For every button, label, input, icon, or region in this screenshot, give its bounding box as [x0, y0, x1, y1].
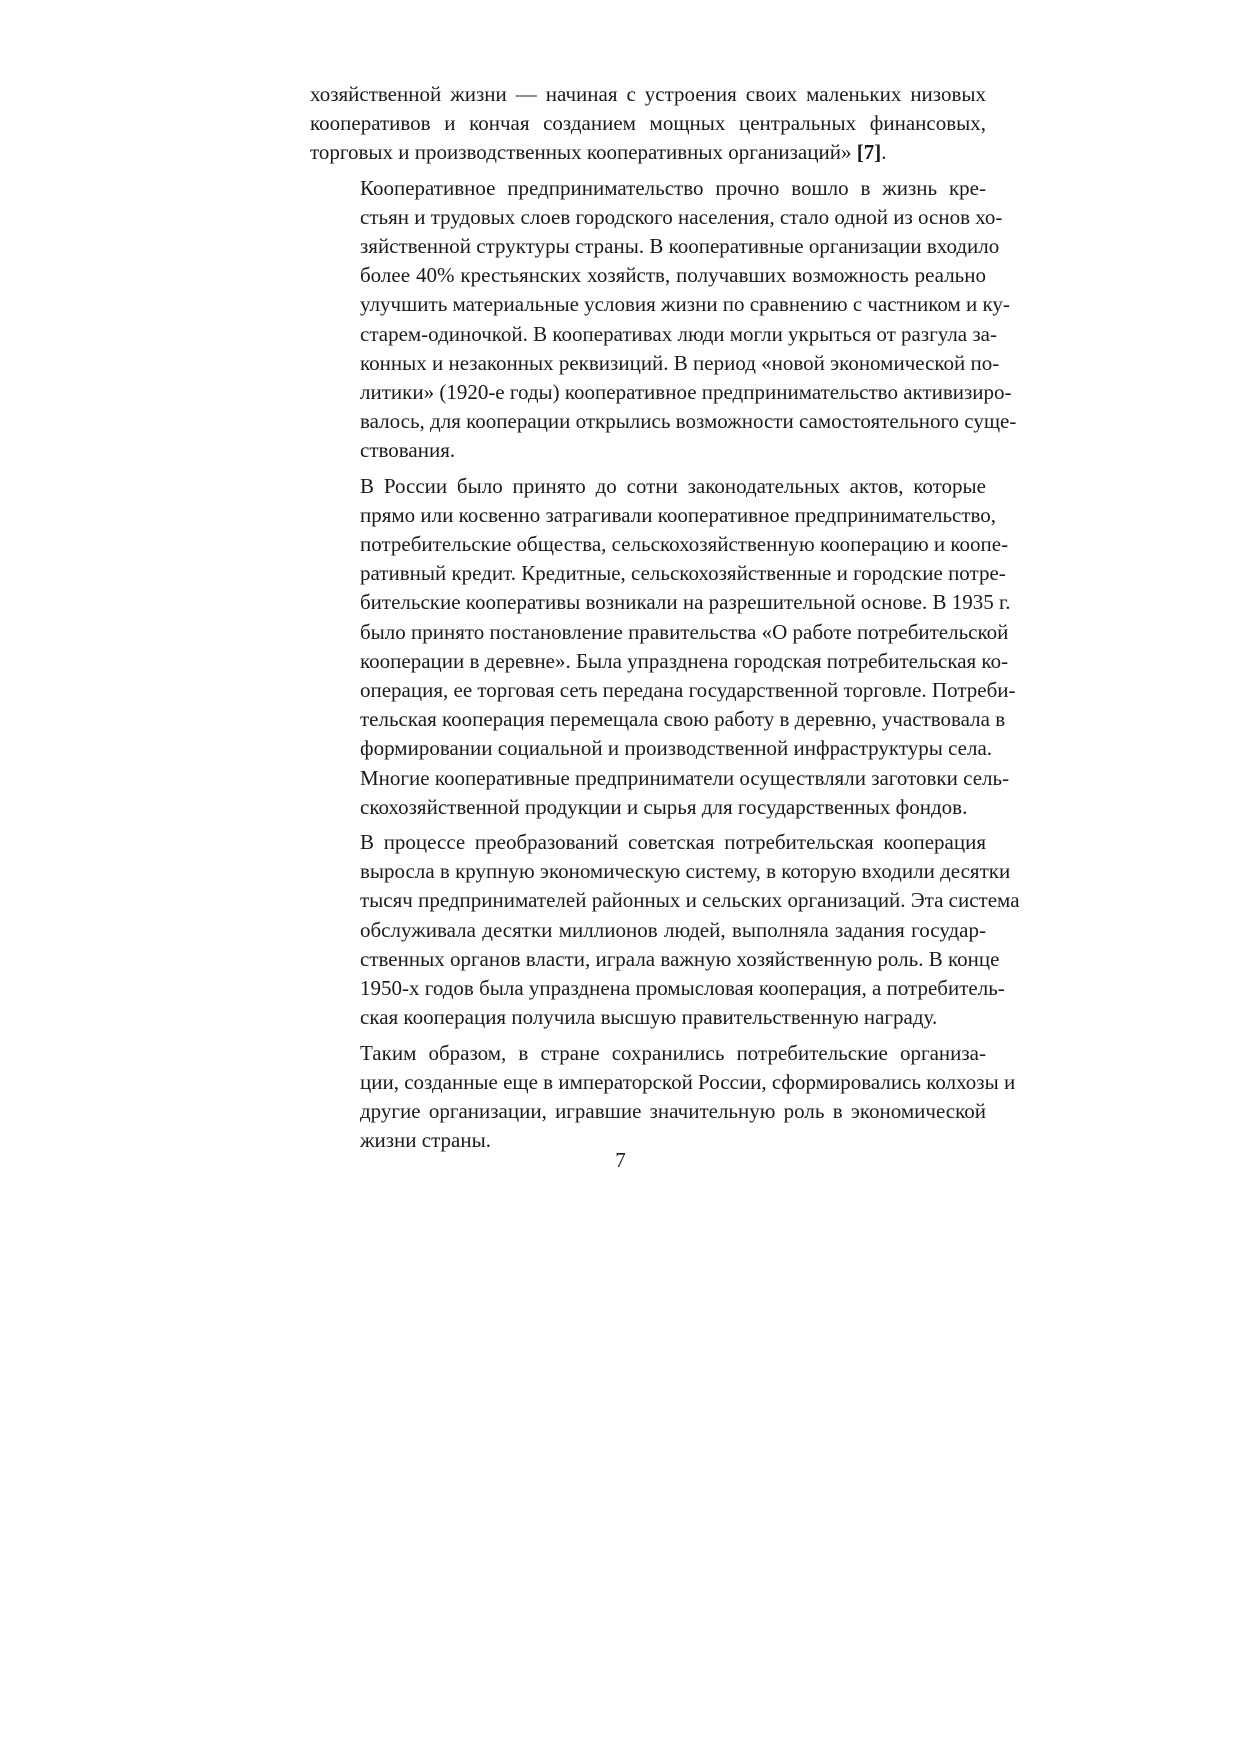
text-line: В России было принято до сотни законодательных актов, которые: [360, 473, 986, 498]
text-line: ративный кредит. Кредитные, сельскохозяйственные и городские потре-: [360, 561, 1006, 586]
text-line: зяйственной структуры страны. В кооперативные организации входило: [360, 234, 1000, 259]
text-line: ции, созданные еще в императорской России, сформировались колхозы и: [360, 1069, 1016, 1094]
text-line: Таким образом, в стране сохранились потребительские организа-: [360, 1040, 986, 1065]
text-line: Многие кооперативные предприниматели осуществляли заготовки сель-: [360, 765, 1010, 790]
text-line: обслуживала десятки миллионов людей, выполняла задания государ-: [360, 917, 986, 942]
text-line: выросла в крупную экономическую систему, в которую входили десятки: [360, 859, 1011, 884]
text-line: старем-одиночкой. В кооперативах люди могли укрыться от разгула за-: [360, 321, 997, 346]
paragraph-1: [310, 80, 986, 168]
text-line: другие организации, игравшие значительную роль в экономической: [360, 1098, 986, 1123]
paragraph-2: [310, 174, 1017, 466]
text-line: ская кооперация получила высшую правительственную награду.: [360, 1005, 938, 1030]
text-line: тысяч предпринимателей районных и сельских организаций. Эта система: [360, 888, 1020, 913]
text-line: стьян и трудовых слоев городского населения, стало одной из основ хо-: [360, 204, 1003, 229]
text-line: операция, ее торговая сеть передана государственной торговле. Потреби-: [360, 678, 1016, 703]
text-line: прямо или косвенно затрагивали кооперативное предпринимательство,: [360, 502, 997, 527]
text-line: Кооперативное предпринимательство прочно вошло в жизнь кре-: [360, 175, 986, 200]
paragraph-5: [310, 1039, 1016, 1156]
text-line: жизни страны.: [360, 1128, 491, 1153]
text-line: 1950-х годов была упразднена промысловая кооперация, а потребитель-: [360, 976, 1005, 1001]
text-line: кооперативов и кончая созданием мощных центральных финансовых,: [310, 111, 986, 136]
text-line: было принято постановление правительства «О работе потребительской: [360, 619, 1009, 644]
paragraph-3: [310, 472, 1016, 822]
text-line: более 40% крестьянских хозяйств, получавших возможность реально: [360, 263, 986, 288]
text-line: конных и незаконных реквизиций. В период «новой экономической по-: [360, 350, 1000, 375]
text-line: тельская кооперация перемещала свою работу в деревню, участвовала в: [360, 707, 1006, 732]
text-line: В процессе преобразований советская потребительская кооперация: [360, 830, 986, 855]
text-line: кооперации в деревне». Была упразднена городская потребительская ко-: [360, 648, 1009, 673]
text-line: валось, для кооперации открылись возможности самостоятельного суще-: [360, 409, 1017, 434]
text-line: ственных органов власти, играла важную хозяйственную роль. В конце: [360, 946, 1000, 971]
page-number: 7: [615, 1148, 626, 1172]
text-line: литики» (1920-е годы) кооперативное предпринимательство активизиро-: [360, 380, 1012, 405]
text-line: улучшить материальные условия жизни по сравнению с частником и ку-: [360, 292, 1010, 317]
text-line: скохозяйственной продукции и сырья для государственных фондов.: [360, 794, 968, 819]
text-line: бительские кооперативы возникали на разрешительной основе. В 1935 г.: [360, 590, 1011, 615]
text-line: потребительские общества, сельскохозяйственную кооперацию и коопе-: [360, 532, 1009, 557]
sentence-period: .: [881, 140, 887, 165]
paragraph-4: [310, 828, 1020, 1032]
text-line: [310, 138, 986, 167]
text-line: хозяйственной жизни — начиная с устроения своих маленьких низовых: [310, 82, 986, 106]
text-line: ствования.: [360, 438, 456, 463]
text-line: формировании социальной и производственной инфраструктуры села.: [360, 736, 993, 761]
quote-end-text: торговых и производственных кооперативных организаций»: [310, 140, 852, 165]
citation-reference: [7]: [856, 140, 882, 165]
page-body-text: [310, 80, 1020, 1161]
